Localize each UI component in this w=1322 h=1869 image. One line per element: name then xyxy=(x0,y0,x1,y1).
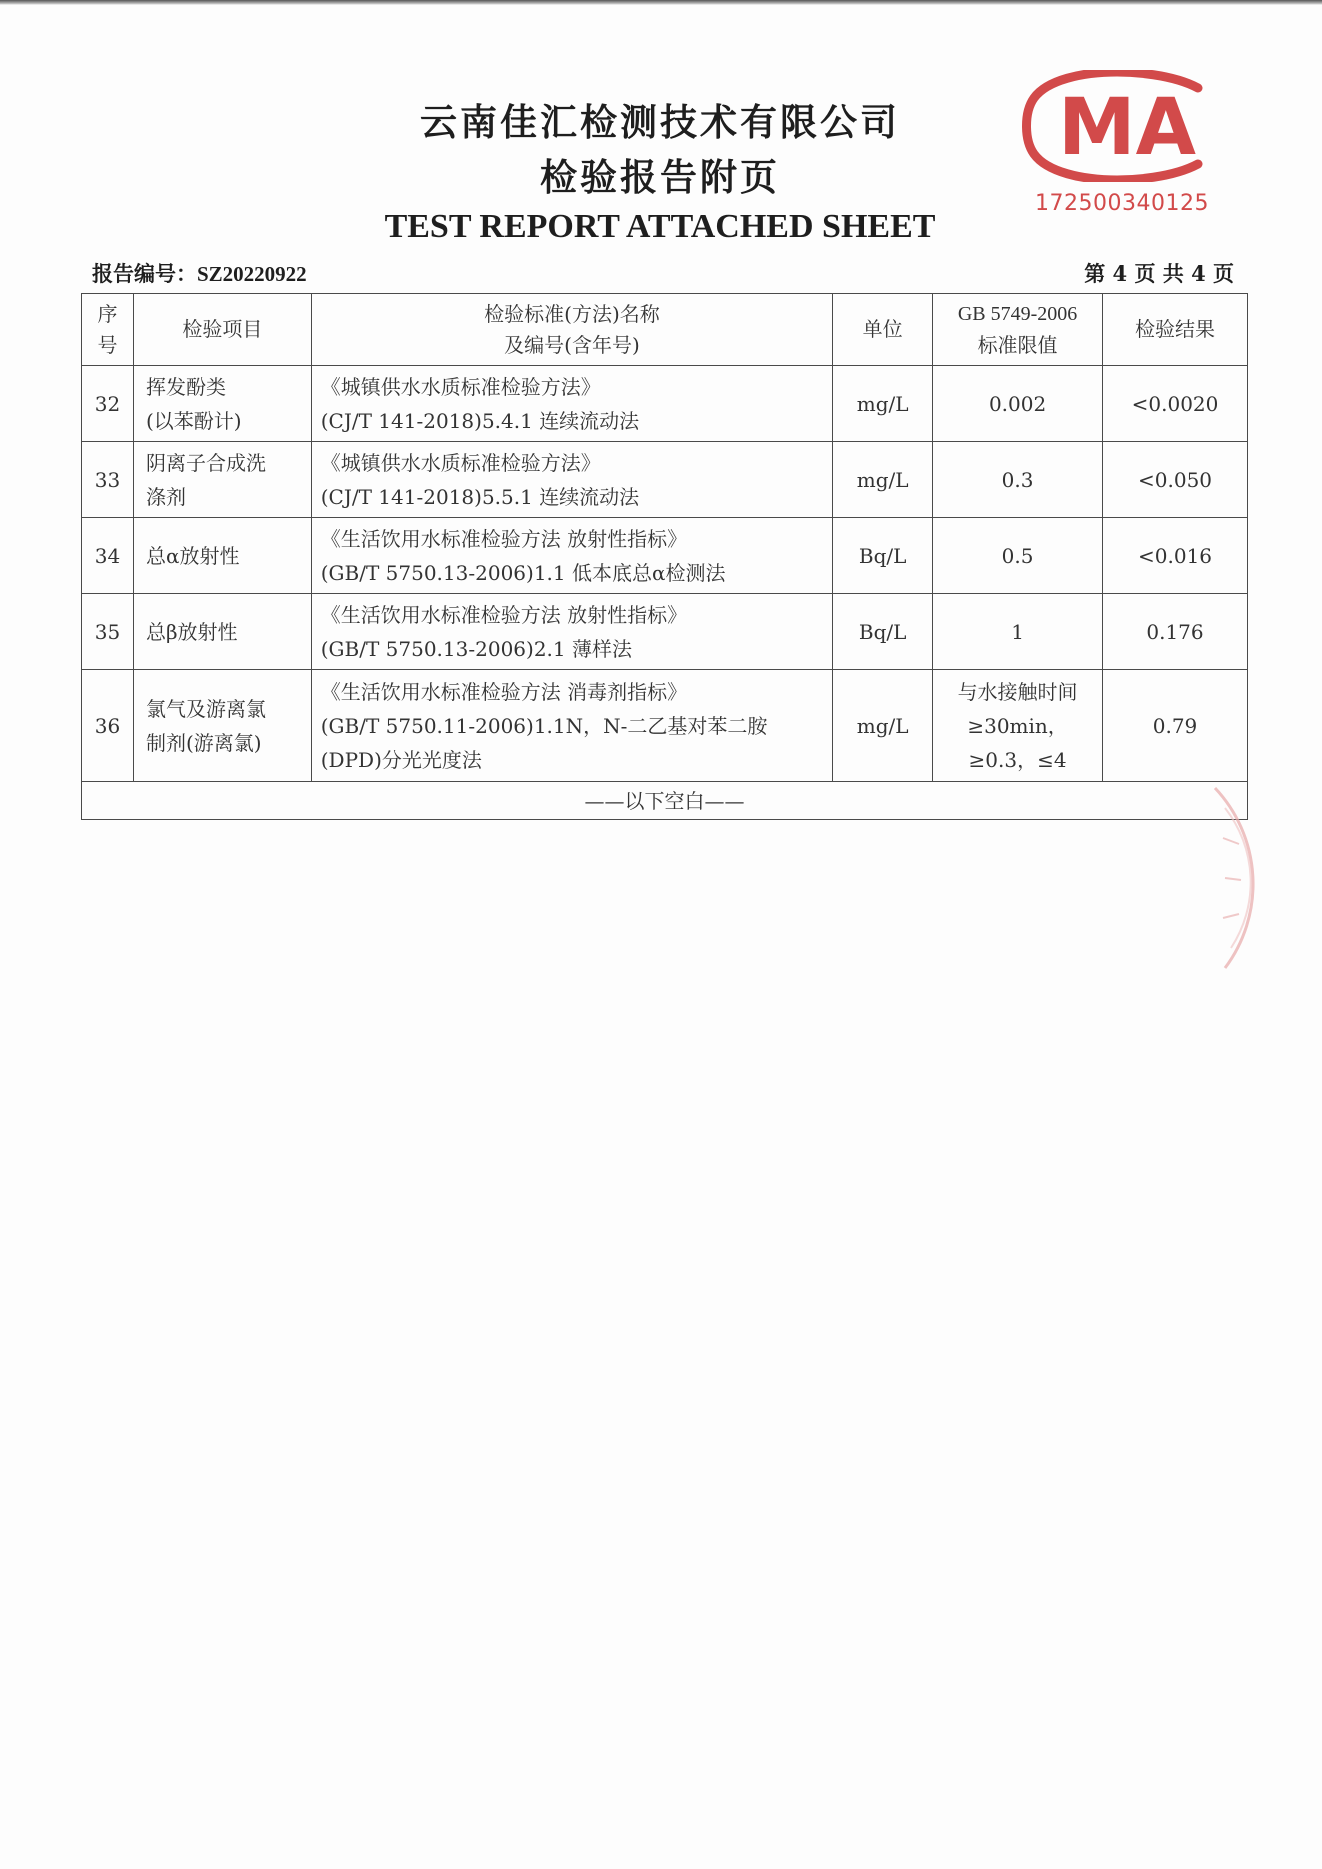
table-row xyxy=(82,518,1248,594)
row-standard: 《城镇供水水质标准检验方法》 (CJ/T 141-2018)5.4.1 连续流动法 xyxy=(311,366,832,442)
cma-seal-text: MA xyxy=(1058,83,1196,173)
header-limit: GB 5749-2006 标准限值 xyxy=(933,294,1103,366)
cma-number: 172500340125 xyxy=(1035,191,1209,216)
report-number xyxy=(92,258,307,288)
row-result: <0.0020 xyxy=(1103,366,1248,442)
report-number-value: SZ20220922 xyxy=(197,262,307,286)
scan-edge xyxy=(0,0,1322,5)
results-table xyxy=(81,293,1248,820)
blank-note: ——以下空白—— xyxy=(82,782,1248,820)
row-result: 0.79 xyxy=(1103,670,1248,782)
table-row xyxy=(82,594,1248,670)
header-result: 检验结果 xyxy=(1103,294,1248,366)
row-limit: 与水接触时间 ≥30min， ≥0.3，≤4 xyxy=(933,670,1103,782)
row-standard: 《生活饮用水标准检验方法 放射性指标》 (GB/T 5750.13-2006)2.1 薄样法 xyxy=(311,594,832,670)
row-unit: mg/L xyxy=(833,670,933,782)
row-result: <0.050 xyxy=(1103,442,1248,518)
row-seq: 33 xyxy=(82,442,134,518)
partial-seal-stamp-icon xyxy=(1195,778,1275,978)
blank-row xyxy=(82,782,1248,820)
row-seq: 34 xyxy=(82,518,134,594)
company-title: 云南佳汇检测技术有限公司 xyxy=(420,100,900,144)
row-unit: Bq/L xyxy=(833,594,933,670)
header-standard: 检验标准(方法)名称 及编号(含年号) xyxy=(311,294,832,366)
report-subtitle-cn: 检验报告附页 xyxy=(540,155,780,199)
table-row xyxy=(82,442,1248,518)
row-standard: 《生活饮用水标准检验方法 消毒剂指标》 (GB/T 5750.11-2006)1.1N，N-二乙基对苯二胺 (DPD)分光光度法 xyxy=(311,670,832,782)
table-row xyxy=(82,366,1248,442)
row-seq: 32 xyxy=(82,366,134,442)
table-header-row xyxy=(82,294,1248,366)
page-indicator: 第 4 页 共 4 页 xyxy=(1084,261,1234,286)
row-limit: 0.002 xyxy=(933,366,1103,442)
row-standard: 《生活饮用水标准检验方法 放射性指标》 (GB/T 5750.13-2006)1.1 低本底总α检测法 xyxy=(311,518,832,594)
cma-seal-icon xyxy=(1022,70,1222,182)
row-limit: 0.3 xyxy=(933,442,1103,518)
row-seq: 36 xyxy=(82,670,134,782)
row-item: 氯气及游离氯 制剂(游离氯) xyxy=(133,670,311,782)
row-result: <0.016 xyxy=(1103,518,1248,594)
row-item: 总α放射性 xyxy=(133,518,311,594)
row-result: 0.176 xyxy=(1103,594,1248,670)
row-seq: 35 xyxy=(82,594,134,670)
report-number-label: 报告编号： xyxy=(92,261,197,286)
header-unit: 单位 xyxy=(833,294,933,366)
row-standard: 《城镇供水水质标准检验方法》 (CJ/T 141-2018)5.5.1 连续流动法 xyxy=(311,442,832,518)
row-unit: mg/L xyxy=(833,442,933,518)
report-subtitle-en: TEST REPORT ATTACHED SHEET xyxy=(384,208,936,245)
row-item: 挥发酚类 (以苯酚计) xyxy=(133,366,311,442)
row-unit: mg/L xyxy=(833,366,933,442)
row-limit: 1 xyxy=(933,594,1103,670)
row-unit: Bq/L xyxy=(833,518,933,594)
header-seq: 序 号 xyxy=(82,294,134,366)
table-row xyxy=(82,670,1248,782)
row-limit: 0.5 xyxy=(933,518,1103,594)
row-item: 总β放射性 xyxy=(133,594,311,670)
row-item: 阴离子合成洗 涤剂 xyxy=(133,442,311,518)
header-item: 检验项目 xyxy=(133,294,311,366)
